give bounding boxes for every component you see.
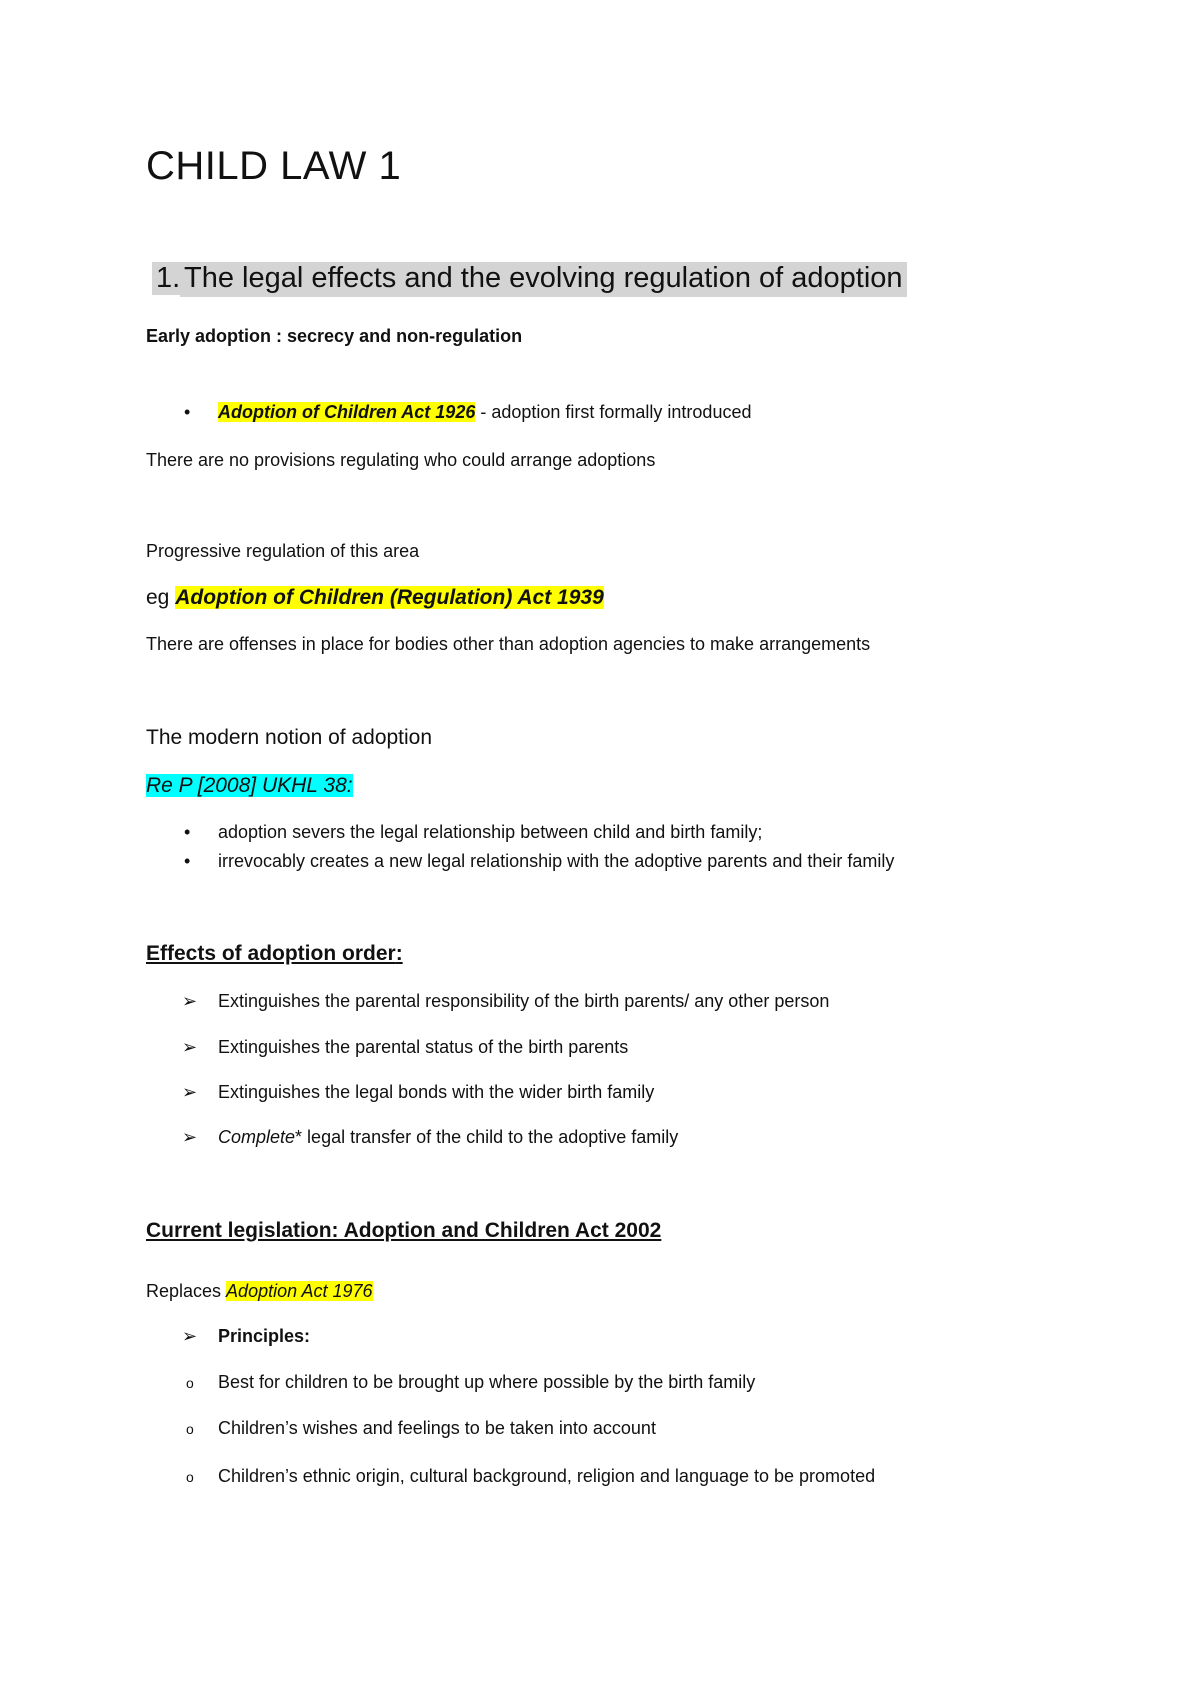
circle-bullet-icon: o <box>186 1421 194 1437</box>
principle-item: Children’s wishes and feelings to be taken into account <box>218 1418 656 1438</box>
eg-prefix: eg <box>146 586 176 609</box>
offenses-text: There are offenses in place for bodies other than adoption agencies to make arrangements <box>146 634 871 654</box>
early-adoption-subheading: Early adoption : secrecy and non-regulation <box>146 326 523 346</box>
modern-point: irrevocably creates a new legal relationship with the adoptive parents and their family <box>218 851 895 871</box>
arrow-bullet-icon: ➢ <box>182 1127 198 1147</box>
arrow-bullet-icon: ➢ <box>182 991 198 1011</box>
act-1939-highlight: Adoption of Children (Regulation) Act 1939 <box>175 586 604 609</box>
act-1926-highlight: Adoption of Children Act 1926 <box>218 402 476 422</box>
effects-heading-colon: : <box>395 942 403 965</box>
bullet-dot-icon: • <box>184 851 191 871</box>
effects-heading <box>146 942 403 966</box>
section-heading-text: The legal effects and the evolving regulation of adoption <box>184 262 903 294</box>
replaces-line <box>146 1281 373 1302</box>
case-line <box>146 774 353 798</box>
replaces-prefix: Replaces <box>146 1281 227 1301</box>
act-1926-line <box>218 402 751 423</box>
circle-bullet-icon: o <box>186 1469 194 1485</box>
arrow-bullet-icon: ➢ <box>182 1326 198 1346</box>
effects-heading-text: Effects of adoption order <box>146 942 396 965</box>
modern-point: adoption severs the legal relationship between child and birth family; <box>218 822 763 842</box>
effect-item: Extinguishes the legal bonds with the wider birth family <box>218 1082 655 1102</box>
arrow-bullet-icon: ➢ <box>182 1037 198 1057</box>
complete-italic: Complete <box>218 1127 296 1147</box>
eg-act-1939-line <box>146 586 604 610</box>
principle-item: Children’s ethnic origin, cultural background, religion and language to be promoted <box>218 1466 876 1486</box>
bullet-dot-icon: • <box>184 402 191 422</box>
principle-item: Best for children to be brought up where possible by the birth family <box>218 1372 756 1392</box>
arrow-bullet-icon: ➢ <box>182 1082 198 1102</box>
case-citation-highlight: Re P [2008] UKHL 38: <box>146 774 353 797</box>
act-1976-highlight: Adoption Act 1976 <box>226 1281 373 1301</box>
effect-item: Extinguishes the parental responsibility of the birth parents/ any other person <box>218 991 830 1011</box>
section-number: 1. <box>152 262 184 295</box>
progressive-regulation-text: Progressive regulation of this area <box>146 541 420 561</box>
effect-item-last <box>218 1127 678 1148</box>
section-heading <box>156 262 907 297</box>
bullet-dot-icon: • <box>184 822 191 842</box>
no-provisions-text: There are no provisions regulating who could arrange adoptions <box>146 450 656 470</box>
modern-notion-heading: The modern notion of adoption <box>146 726 433 749</box>
principles-label: Principles: <box>218 1326 311 1346</box>
complete-rest: * legal transfer of the child to the adoptive family <box>295 1127 679 1147</box>
current-legislation-heading: Current legislation: Adoption and Children Act 2002 <box>146 1219 662 1242</box>
document-title: CHILD LAW 1 <box>146 144 402 188</box>
act-1926-description: - adoption first formally introduced <box>475 402 752 422</box>
circle-bullet-icon: o <box>186 1375 194 1391</box>
effect-item: Extinguishes the parental status of the birth parents <box>218 1037 629 1057</box>
